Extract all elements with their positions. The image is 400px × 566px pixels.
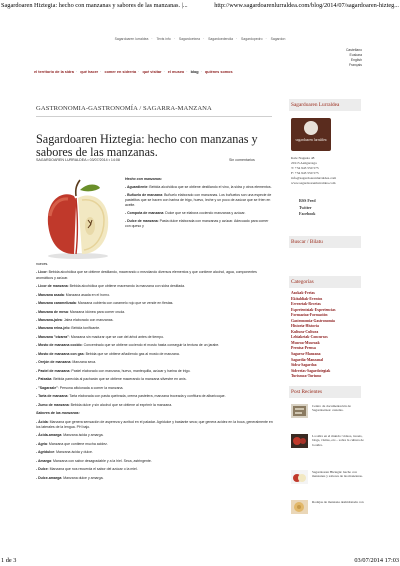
definition-text: : Bebida parecida al pacharán que se obtiene macerando la manzana silvestre en anís. — [51, 377, 187, 382]
definitions-intro — [125, 177, 273, 232]
nav-separator: · — [138, 70, 140, 74]
category-link[interactable]: Gastronomia-Gastronomía — [291, 318, 335, 323]
nav-item-blog[interactable]: blog — [190, 70, 199, 74]
definition-term: - Ácida-amarga — [36, 433, 62, 438]
definition-item — [36, 411, 274, 416]
topnav-link[interactable]: Sagardon — [270, 37, 286, 41]
category-link[interactable]: Museoa-Museoak — [291, 340, 320, 345]
definition-text: : Manzana que genera sensación de aspereza y acritud en el paladar. Agridulce y bastante seca; que genera acidez en la boca, generalmente en los laterales de la lengua. PH bajo. — [36, 419, 273, 429]
post-thumbnail — [291, 434, 308, 448]
category-link[interactable]: Kultura-Cultura — [291, 329, 319, 334]
definition-term: - "Sagarzale" — [36, 385, 58, 390]
brand-logo[interactable] — [291, 118, 331, 151]
definition-term: - Dulce-amarga — [36, 475, 62, 480]
definition-term: - Mosto de manzana cocido — [36, 343, 82, 348]
definition-item — [36, 301, 274, 306]
definition-term: - Compota de manzana — [125, 211, 164, 216]
nav-item-que-visitar[interactable]: qué visitar — [142, 70, 162, 74]
twitter-link[interactable]: Twitter — [299, 204, 312, 210]
definition-term: - Orejón de manzana — [36, 360, 71, 365]
definition-item — [36, 433, 274, 438]
definition-text: : Buñuelo elaborado con manzanas. Los buñuelos son una especie de pastelitos que se hacen con harina de trigo, huevo, leche y un poco de azúcar que se fríen en aceite. — [125, 192, 272, 208]
search-heading: Buscar / Bilatu — [289, 236, 361, 248]
contact-line: 20115 Astigarraga — [291, 161, 317, 165]
article-byline: SAGARDOAREN LURRALDEA • 03/07/2014 • 14:08 — [36, 158, 120, 162]
definition-term: - Mosto de manzana con gas — [36, 351, 84, 356]
definition-term: - Tarta de manzana — [36, 394, 68, 399]
rss-link[interactable]: RSS Feed — [299, 198, 316, 203]
definition-item — [125, 177, 273, 182]
print-header — [0, 0, 400, 12]
definition-item — [125, 219, 273, 230]
definition-text: : Persona aficionada a comer la manzana. — [57, 385, 124, 390]
definition-text: : Manzana dulce y amarga. — [61, 475, 104, 480]
nav-item-museo[interactable]: el museo — [167, 70, 185, 74]
contact-line: Kale Nagusia 48 — [291, 156, 315, 160]
definition-term: - Licor — [36, 270, 47, 275]
definition-term: - Manzana asada — [36, 292, 64, 297]
section-breadcrumb[interactable]: GASTRONOMIA-GASTRONOMÍA / SAGARRA-MANZANA — [36, 105, 212, 112]
definition-term: - Ácida — [36, 419, 48, 424]
definition-term: - Agridulce — [36, 450, 55, 455]
category-link[interactable]: Sidra-Sagardoa — [291, 363, 317, 368]
topnav-link[interactable]: Texts info — [156, 37, 171, 41]
definition-item — [36, 386, 274, 391]
language-link[interactable]: Français — [348, 63, 362, 67]
definition-term: - Agria — [36, 441, 47, 446]
definition-term: - Manzana "otzarra" — [36, 334, 69, 339]
definition-item — [36, 310, 274, 315]
sidebar-heading: Sagardoaren Lurraldea — [289, 99, 361, 111]
definition-item — [36, 262, 274, 267]
article-title[interactable]: Sagardoaren Hiztegia: hecho con manzanas y sabores de las manzanas. — [36, 132, 258, 159]
social-links — [299, 198, 316, 218]
definition-text: : Dulce que se elabora cociendo manzanas y azúcar. — [163, 211, 246, 216]
categories-heading: Categorías — [289, 276, 361, 288]
nav-separator: · — [200, 70, 202, 74]
recent-post[interactable] — [291, 404, 363, 422]
post-title[interactable]: Rodajas de manzana deshidratada con — [312, 500, 364, 504]
definition-text: : Concentrado que se obtiene cociendo el mosto hasta conseguir la textura de un jarabe. — [81, 343, 220, 348]
contact-line: F: +34 943 550 575 — [291, 171, 319, 175]
language-link[interactable]: English — [350, 58, 362, 62]
definition-item — [36, 377, 274, 382]
definition-item — [36, 326, 274, 331]
nav-item-territorio[interactable]: el territorio de la sidra — [34, 70, 74, 74]
definition-item — [36, 467, 274, 472]
definition-term: - Patxaka — [36, 377, 52, 382]
nav-item-que-hacer[interactable]: qué hacer — [80, 70, 99, 74]
category-link[interactable]: Formazioa-Formación — [291, 313, 328, 318]
category-link[interactable]: Sidrerías-Sagardotegiak — [291, 368, 331, 373]
definition-term: - Pastel de manzana — [36, 368, 70, 373]
definition-text: : Bebida tonificante. — [69, 326, 101, 331]
apple-image — [40, 176, 116, 260]
definition-text: : Manzana ácida y amarga. — [61, 433, 104, 438]
definition-item — [36, 403, 274, 408]
top-nav: Sagardoaren lurraldea · Texts info · Sagardoetxea · Sagardoedendia · Sagardopedro · Sagardon — [114, 37, 286, 41]
category-link[interactable]: Esperientziak-Experiencias — [291, 307, 336, 312]
category-link[interactable]: Prentsa-Prensa — [291, 346, 316, 351]
category-link[interactable]: Ekitaldiak-Eventos — [291, 296, 323, 301]
divider — [36, 116, 272, 117]
definition-item — [36, 360, 274, 365]
definition-item — [36, 476, 274, 481]
definition-item — [36, 293, 274, 298]
definition-text: : Tarta elaborada con pasta quebrada, crema pastelera, manzana troceada y confitura de albaricoque. — [67, 394, 226, 399]
definition-text: : Bebida que se obtiene añadiendo gas al mosto de manzana. — [83, 351, 180, 356]
nav-separator: · — [186, 70, 188, 74]
nav-separator: · — [163, 70, 165, 74]
definition-term: - Zumo de manzana — [36, 402, 69, 407]
definition-item — [36, 420, 274, 430]
definition-text: : Manzana que nos recuerda el sabor del azúcar o la miel. — [47, 467, 138, 472]
post-thumbnail — [291, 404, 308, 418]
definition-term: - Dulce de manzana — [125, 219, 158, 224]
category-link[interactable]: Errezetak-Recetas — [291, 302, 321, 307]
definition-item — [125, 185, 273, 190]
contact-email-link[interactable]: info@sagardoarenlurraldea.com — [291, 176, 337, 180]
definition-term: - Buñuelo de manzana — [125, 192, 163, 197]
topnav-link[interactable]: Sagardoedendia — [208, 37, 233, 41]
definition-item — [36, 369, 274, 374]
category-link[interactable]: Historia-Historia — [291, 324, 319, 329]
definition-text: : Manzana idónea para comer cruda. — [67, 309, 126, 314]
definition-term: - Manzana-jalea — [36, 318, 62, 322]
definition-item — [36, 284, 274, 289]
facebook-link[interactable]: Facebook — [299, 211, 316, 216]
post-thumbnail — [291, 500, 308, 514]
definition-term: - Licor de manzana — [36, 284, 68, 289]
definition-term: - Manzana caramelizada — [36, 301, 76, 306]
definition-item — [36, 442, 274, 447]
definition-item — [36, 335, 274, 340]
print-url: http://www.sagardoarenlurraldea.com/blog/2014/07/sagardoaren-hizteg... — [214, 2, 399, 9]
comments-link[interactable]: Sin comentarios — [229, 158, 255, 162]
nav-item-comer[interactable]: comer en sidrería — [104, 70, 137, 74]
category-link[interactable]: Azokak-Ferias — [291, 291, 315, 295]
article-body — [36, 262, 274, 484]
definition-term: - Amarga — [36, 458, 52, 463]
category-link[interactable]: Sagardia-Manzanal — [291, 357, 324, 362]
definition-term: Hecho con manzanas: — [125, 177, 162, 181]
print-footer — [0, 556, 400, 566]
post-thumbnail — [291, 470, 308, 484]
definition-text: : Manzana seca. — [70, 360, 97, 365]
nav-separator: · — [75, 70, 78, 74]
print-date: 03/07/2014 17:03 — [354, 557, 399, 564]
definition-item — [36, 343, 274, 348]
language-list — [346, 48, 362, 68]
topnav-link[interactable]: Sagardoaren lurraldea — [114, 37, 149, 41]
definition-item — [36, 459, 274, 464]
nav-separator: · — [100, 70, 102, 74]
recent-post[interactable] — [291, 434, 363, 452]
definition-term: - Aguardiente — [125, 184, 148, 189]
definition-item — [36, 318, 274, 323]
definition-text: : Manzana sin madurar que se cae del árbol antes de tiempo. — [68, 334, 165, 339]
topnav-link[interactable]: Sagardoetxea — [178, 37, 200, 41]
definition-text: : Bebida alcohólica que obtiene macerando la manzana con sidra destilada. — [67, 284, 186, 289]
contact-web-link[interactable]: www.sagardoarenlurraldea.com — [291, 181, 336, 185]
definition-term: - Manzana reina-jelo — [36, 326, 70, 331]
main-nav — [34, 70, 364, 74]
definition-text: : Bebida dulce y sin alcohol que se obtiene al exprimir la manzana. — [68, 402, 173, 407]
definition-text: : Manzana ácida y dulce. — [54, 450, 93, 455]
definition-item — [36, 450, 274, 455]
category-link[interactable]: Turismoa-Turismo — [291, 374, 322, 379]
definition-text: : Manzana asada en el horno. — [63, 292, 111, 297]
contact-info — [291, 156, 336, 186]
nav-item-quienes-somos[interactable]: quiénes somos — [204, 70, 233, 74]
print-title: Sagardoaren Hiztegia: hecho con manzanas y sabores de las manzanas. |... — [1, 2, 188, 9]
definition-item — [125, 211, 273, 216]
definition-item — [36, 394, 274, 399]
topnav-link[interactable]: Sagardopedro — [241, 37, 263, 41]
definition-text: : Manzana que contiene mucha acidez. — [46, 441, 108, 446]
definition-text: nueces. — [36, 262, 49, 266]
definition-text: : Bebida alcohólica que se obtiene destilando el vino, la sidra y otros elementos. — [147, 184, 272, 189]
definition-text: : Manzana cubierta con caramelo rojo que se vende en fiestas. — [75, 301, 174, 306]
definition-text: : Manzana con sabor desagradable y a la hiel. Seca, astringente. — [51, 458, 152, 463]
definition-item — [36, 352, 274, 357]
definition-text: : Pastel elaborado con manzana, huevo, mantequilla, azúcar y harina de trigo. — [69, 368, 191, 373]
post-title[interactable]: La sidra en el mundo: vídeos, tweets, blogs, visitas, etc... sobre la cultura de la sidra. — [312, 434, 364, 447]
definition-term: - Dulce — [36, 467, 48, 472]
definition-text: : Bebida alcohólica que se obtiene destilando, macerando o mezclando diversos elementos y que contiene alcohol, agua, componentes aromáticos y azúcar. — [36, 270, 257, 280]
language-link[interactable]: Euskara — [349, 53, 362, 57]
category-link[interactable]: Sagarra-Manzana — [291, 352, 321, 357]
category-link[interactable]: Lehiaketak-Concursos — [291, 335, 328, 340]
page-number: 1 de 3 — [1, 557, 17, 564]
post-title[interactable]: Centro de documentación de Sagardoetxea: castelas. — [312, 404, 351, 413]
post-title[interactable]: Sagardoaren Hiztegia: hecho con manzanas y sabores de las manzanas. — [312, 470, 363, 479]
recent-post[interactable] — [291, 470, 363, 488]
definition-term: Sabores de las manzanas: — [36, 411, 80, 416]
definition-item — [125, 193, 273, 209]
language-link[interactable]: Castellano — [345, 48, 362, 52]
definition-term: - Manzana de mesa — [36, 309, 68, 314]
logo-text: sagardoaren lurraldea — [295, 138, 327, 142]
apple-logo-icon — [304, 121, 318, 135]
definition-text: : Jalea elaborado con manzanas. — [61, 318, 114, 322]
definition-item — [36, 270, 274, 280]
recent-post[interactable] — [291, 500, 363, 518]
category-list — [291, 291, 336, 380]
contact-line: T: +34 943 550 575 — [291, 166, 319, 170]
recent-posts-heading: Post Recientes — [289, 386, 361, 398]
definition-text: : Pasta dulce elaborada con manzanas y azúcar. Adecuado para comer con queso y — [125, 219, 269, 229]
